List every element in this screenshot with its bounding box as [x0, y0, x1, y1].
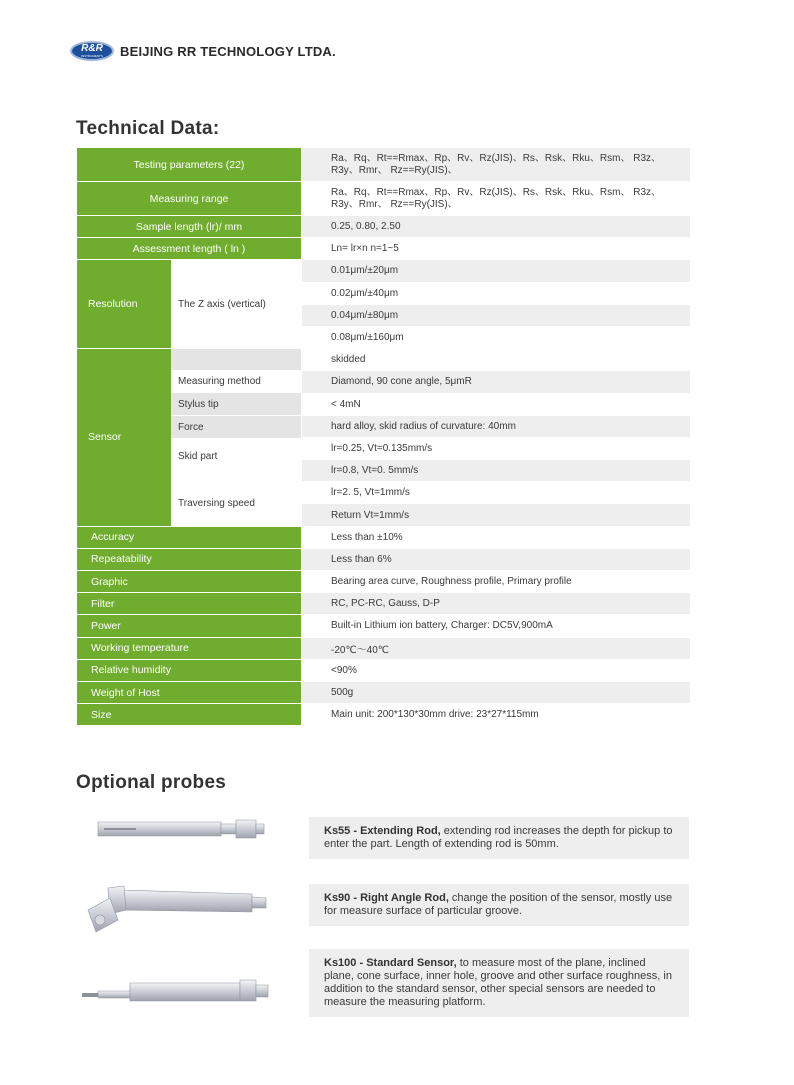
row-label: Testing parameters (22) [77, 148, 301, 181]
sensor-label: Sensor [77, 349, 171, 527]
company-logo: R&R INSTRUMENTS [70, 41, 114, 61]
row-label: Weight of Host [77, 682, 301, 703]
table-row [77, 148, 690, 182]
row-value: Less than ±10% [331, 531, 403, 543]
ks55-probe-image [96, 812, 266, 846]
row-value: 0.25, 0.80, 2.50 [302, 216, 690, 237]
ks90-text: change the position of the sensor, mostly use for measure surface of particular groove. [324, 892, 673, 917]
resolution-value: 0.02μm/±40μm [302, 283, 690, 305]
row-value: Main unit: 200*130*30mm drive: 23*27*115mm [331, 709, 539, 721]
sensor-value: hard alloy, skid radius of curvature: 40mm [302, 416, 690, 438]
row-value: -20℃～40℃ [302, 638, 690, 659]
ks55-text: extending rod increases the depth for pickup to enter the part. Length of extending rod is 50mm. [324, 825, 673, 850]
sensor-value: Diamond, 90 cone angle, 5μmR [302, 371, 690, 393]
table-row [77, 593, 690, 615]
sensor-value: lr=0.25, Vt=0.135mm/s [302, 438, 690, 460]
resolution-values [302, 260, 690, 349]
row-label: Accuracy [77, 527, 301, 548]
z-axis-label: The Z axis (vertical) [178, 298, 266, 310]
ks90-probe-image [80, 880, 270, 938]
table-row [77, 682, 690, 704]
sensor-sublabel: Traversing speed [178, 497, 255, 509]
row-label: Measuring range [77, 182, 301, 215]
sensor-value: lr=2. 5, Vt=1mm/s [302, 482, 690, 504]
ks55-name: Ks55 - Extending Rod, [324, 825, 441, 837]
table-row [77, 638, 690, 660]
optional-probes-title: Optional probes [76, 772, 227, 793]
row-label: Graphic [77, 571, 301, 592]
row-value: <90% [331, 664, 357, 676]
ks100-text: to measure most of the plane, inclined plane, cone surface, inner hole, groove and other surface roughness, in addition to the standard sensor, other special sensors are needed to measure the measuring platform. [324, 957, 672, 1008]
table-row [77, 615, 690, 637]
sensor-value: Return Vt=1mm/s [302, 504, 690, 526]
sensor-values [302, 349, 690, 527]
row-value: Built-in Lithium ion battery, Charger: DC5V,900mA [331, 620, 553, 632]
technical-data-title: Technical Data: [76, 118, 220, 139]
row-value: RC, PC-RC, Gauss, D-P [302, 593, 690, 614]
table-row [77, 238, 690, 260]
ks100-probe-image [80, 976, 270, 1004]
row-value: Less than 6% [302, 549, 690, 570]
resolution-value: 0.04μm/±80μm [302, 305, 690, 327]
resolution-label: Resolution [77, 260, 171, 349]
table-row [77, 704, 690, 726]
sensor-group [77, 349, 690, 527]
row-label: Working temperature [77, 638, 301, 659]
row-label: Power [77, 615, 301, 636]
ks55-description [309, 817, 689, 859]
table-row [77, 216, 690, 238]
row-label: Assessment length ( ln ) [77, 238, 301, 259]
table-row [77, 660, 690, 682]
row-value: Ra、Rq、Rt==Rmax、Rp、Rv、Rz(JIS)、Rs、Rsk、Rku、Rsm、 R3z、R3y、Rmr、 Rz==Ry(JIS)、 [331, 186, 662, 210]
sensor-sublabels [171, 349, 301, 527]
resolution-value: 0.01μm/±20μm [302, 260, 690, 282]
resolution-sublabel-cell [171, 260, 301, 349]
table-row [77, 182, 690, 216]
row-label: Sample length (lr)/ mm [77, 216, 301, 237]
resolution-value: 0.08μm/±160μm [302, 327, 690, 349]
company-name: BEIJING RR TECHNOLOGY LTDA. [120, 43, 336, 59]
spec-table [77, 148, 690, 726]
sensor-sublabel: Skid part [178, 450, 218, 462]
row-label: Relative humidity [77, 660, 301, 681]
sensor-value: lr=0.8, Vt=0. 5mm/s [302, 460, 690, 482]
row-label: Size [77, 704, 301, 725]
table-row [77, 549, 690, 571]
ks100-name: Ks100 - Standard Sensor, [324, 957, 457, 969]
row-label: Filter [77, 593, 301, 614]
sensor-value: skidded [302, 349, 690, 371]
sensor-value: < 4mN [302, 394, 690, 416]
row-value: Bearing area curve, Roughness profile, Primary profile [331, 576, 572, 588]
ks90-description [309, 884, 689, 926]
sensor-sublabel-blank [171, 349, 301, 370]
ks100-description [309, 949, 689, 1017]
row-value: 500g [302, 682, 690, 703]
row-value: Ra、Rq、Rt==Rmax、Rp、Rv、Rz(JIS)、Rs、Rsk、Rku、Rsm、 R3z、R3y、Rmr、 Rz==Ry(JIS)、 [302, 148, 690, 181]
row-value: Ln= lr×n n=1~5 [331, 243, 399, 255]
sensor-sublabel: Stylus tip [171, 393, 301, 415]
resolution-group [77, 260, 690, 349]
table-row [77, 571, 690, 593]
sensor-sublabel: Measuring method [178, 375, 261, 387]
header [70, 40, 336, 62]
ks90-name: Ks90 - Right Angle Rod, [324, 892, 449, 904]
sensor-sublabel: Force [171, 416, 301, 438]
table-row [77, 527, 690, 549]
row-label: Repeatability [77, 549, 301, 570]
